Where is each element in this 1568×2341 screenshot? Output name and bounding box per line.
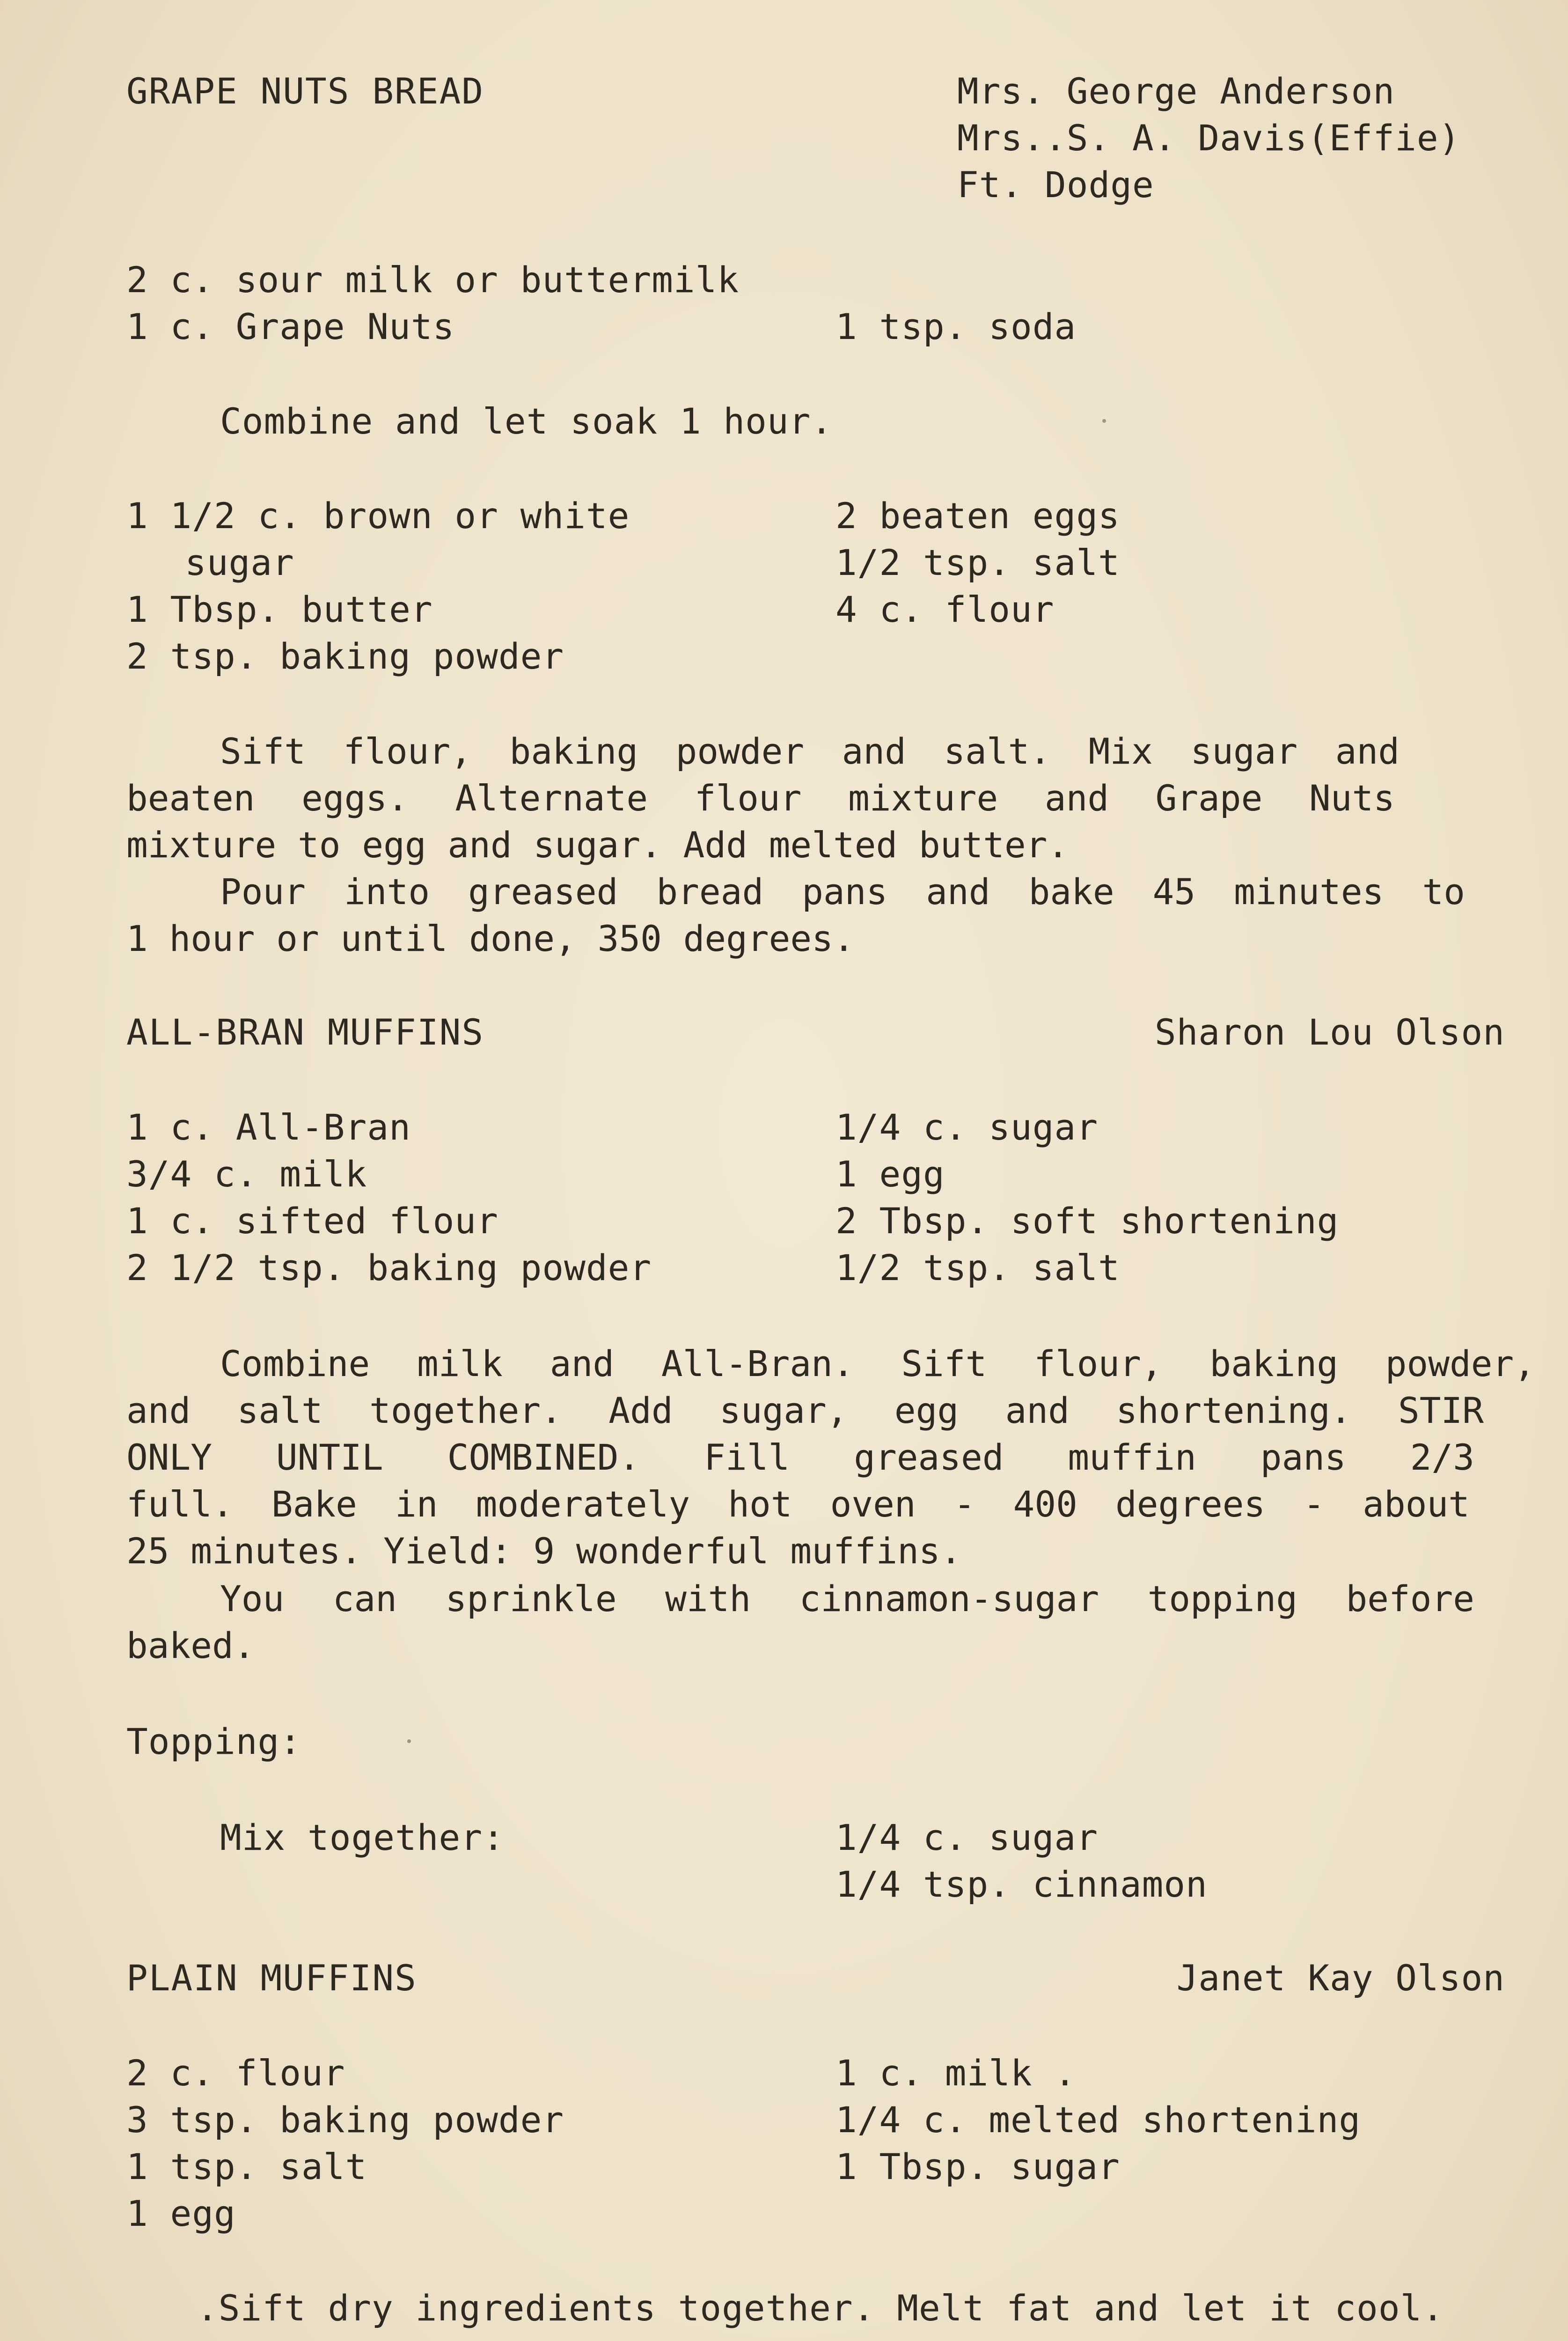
instruction-line: baked. <box>126 1625 255 1666</box>
ingredient-line: 2 tsp. baking powder <box>126 635 564 677</box>
ingredient-line: 2 c. sour milk or buttermilk <box>126 259 740 301</box>
ingredient-line: 2 Tbsp. soft shortening <box>835 1200 1339 1242</box>
ingredient-line: 2 c. flour <box>126 2052 345 2094</box>
recipe-title-grape-nuts-bread: GRAPE NUTS BREAD <box>126 70 484 112</box>
recipe-author-line: Mrs. George Anderson <box>957 70 1395 112</box>
ingredient-line: 1 Tbsp. butter <box>126 589 433 630</box>
ingredient-line: 2 beaten eggs <box>835 495 1120 537</box>
recipe-title-plain-muffins: PLAIN MUFFINS <box>126 1957 417 1999</box>
ingredient-line: 1 c. milk . <box>835 2052 1077 2094</box>
recipe-title-all-bran-muffins: ALL-BRAN MUFFINS <box>126 1011 484 1053</box>
paper-speck <box>407 1739 411 1743</box>
ingredient-line: 1/4 tsp. cinnamon <box>835 1863 1208 1905</box>
ingredient-line: 1/4 c. sugar <box>835 1106 1099 1148</box>
instruction-line: beaten eggs. Alternate flour mixture and Grape Nuts <box>126 777 1395 819</box>
instruction-line: Mix together: <box>220 1817 505 1858</box>
instruction-line: 1 hour or until done, 350 degrees. <box>126 918 855 959</box>
ingredient-line: 1 tsp. soda <box>835 306 1077 347</box>
ingredient-line: 3 tsp. baking powder <box>126 2099 564 2141</box>
ingredient-line: 1 egg <box>835 1153 945 1195</box>
instruction-line: mixture to egg and sugar. Add melted butter. <box>126 824 1069 866</box>
ingredient-line: 2 1/2 tsp. baking powder <box>126 1247 652 1288</box>
instruction-line: full. Bake in moderately hot oven - 400 degrees - about <box>126 1483 1470 1525</box>
ingredient-line: 1/2 tsp. salt <box>835 542 1120 583</box>
instruction-line: 25 minutes. Yield: 9 wonderful muffins. <box>126 1530 962 1572</box>
ingredient-line: 1 c. sifted flour <box>126 1200 498 1242</box>
topping-label: Topping: <box>126 1721 302 1762</box>
instruction-line: You can sprinkle with cinnamon-sugar topping before <box>220 1578 1474 1620</box>
ingredient-line: 1 Tbsp. sugar <box>835 2146 1120 2187</box>
ingredient-line: sugar <box>185 542 294 583</box>
ingredient-line: 1 egg <box>126 2193 236 2234</box>
ingredient-line: 1/2 tsp. salt <box>835 1247 1120 1288</box>
recipe-author-line: Ft. Dodge <box>957 164 1154 206</box>
ingredient-line: 1 c. Grape Nuts <box>126 306 455 347</box>
instruction-line: Sift flour, baking powder and salt. Mix sugar and <box>220 730 1399 772</box>
ingredient-line: 1/4 c. sugar <box>835 1817 1099 1858</box>
ingredient-line: 1 tsp. salt <box>126 2146 367 2187</box>
paper-speck <box>1102 419 1106 423</box>
instruction-line: Combine and let soak 1 hour. <box>220 400 833 442</box>
ingredient-line: 4 c. flour <box>835 589 1055 630</box>
ingredient-line: 1/4 c. melted shortening <box>835 2099 1361 2141</box>
instruction-line: and salt together. Add sugar, egg and shortening. STIR <box>126 1390 1484 1431</box>
ingredient-line: 1 c. All-Bran <box>126 1106 411 1148</box>
recipe-author: Janet Kay Olson <box>1176 1957 1505 1999</box>
instruction-line: ONLY UNTIL COMBINED. Fill greased muffin pans 2/3 <box>126 1436 1474 1478</box>
instruction-line: Pour into greased bread pans and bake 45 minutes to <box>220 871 1465 913</box>
instruction-line: .Sift dry ingredients together. Melt fat and let it cool. <box>197 2287 1444 2329</box>
ingredient-line: 3/4 c. milk <box>126 1153 367 1195</box>
recipe-author-line: Mrs..S. A. Davis(Effie) <box>957 117 1461 159</box>
instruction-line: Combine milk and All-Bran. Sift flour, baking powder, <box>220 1343 1535 1384</box>
recipe-author: Sharon Lou Olson <box>1154 1011 1505 1053</box>
ingredient-line: 1 1/2 c. brown or white <box>126 495 630 537</box>
